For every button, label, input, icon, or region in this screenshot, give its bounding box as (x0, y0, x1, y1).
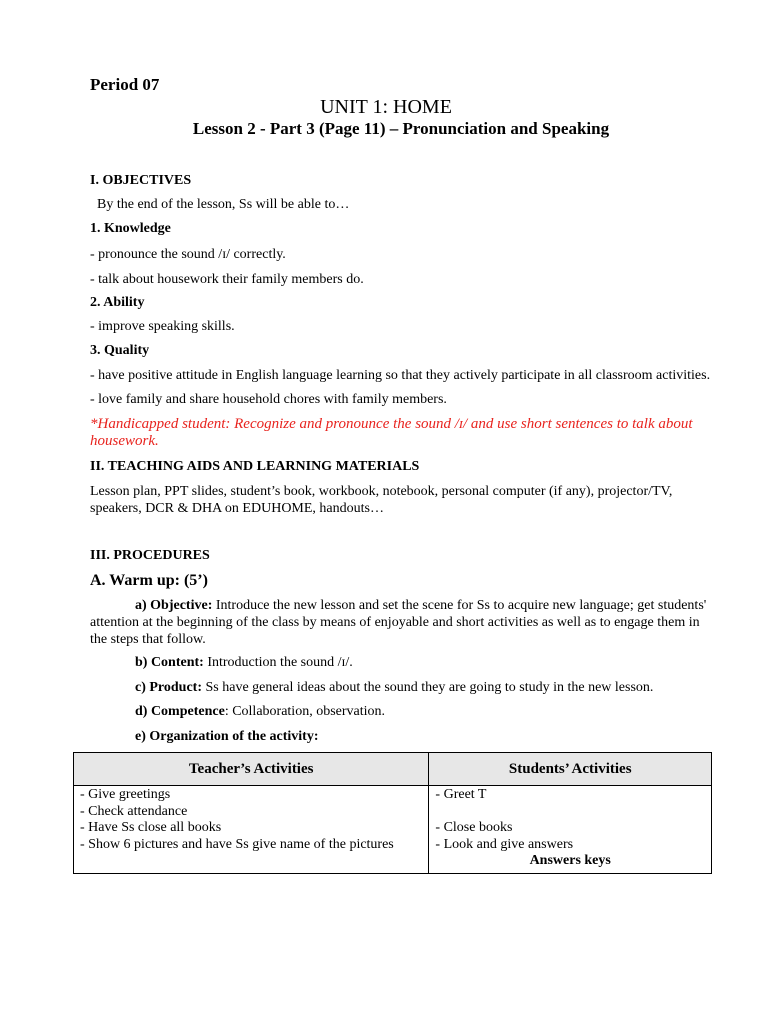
table-header-row (74, 753, 712, 786)
objective-label: a) Objective: (135, 598, 213, 613)
answers-keys-label: Answers keys (529, 853, 611, 868)
teacher-activity-line: - Have Ss close all books (80, 820, 222, 835)
content-text: Introduction the sound /ɪ/. (203, 655, 353, 670)
objectives-intro: By the end of the lesson, Ss will be able to… (97, 197, 350, 212)
teacher-activities-header: Teacher’s Activities (74, 753, 429, 786)
knowledge-item: - pronounce the sound /ɪ/ correctly. (90, 247, 286, 262)
quality-item: - love family and share household chores with family members. (90, 392, 447, 407)
knowledge-heading: 1. Knowledge (90, 221, 171, 236)
period-label: Period 07 (90, 75, 160, 94)
ability-heading: 2. Ability (90, 295, 145, 310)
organization-label: e) Organization of the activity: (135, 729, 319, 744)
student-activity-line: - Close books (435, 820, 513, 835)
teacher-activities-cell (74, 786, 429, 874)
objective-text: Introduce the new lesson and set the scene for Ss to acquire new language; get students' attention at the beginning of the class by means of enjoyable and short activities as well as to engage them in the steps that follow. (90, 598, 707, 647)
lesson-title: Lesson 2 - Part 3 (Page 11) – Pronunciation and Speaking (192, 119, 610, 138)
teacher-activity-line: - Give greetings (80, 787, 171, 802)
content-label: b) Content: (135, 655, 204, 670)
product-paragraph (135, 679, 653, 696)
knowledge-item: - talk about housework their family members do. (90, 272, 364, 287)
objectives-heading: I. OBJECTIVES (90, 173, 192, 188)
competence-paragraph (135, 703, 385, 720)
competence-label: d) Competence (135, 704, 225, 719)
unit-title: UNIT 1: HOME (320, 96, 452, 118)
teaching-aids-heading: II. TEACHING AIDS AND LEARNING MATERIALS (90, 459, 420, 474)
quality-heading: 3. Quality (90, 343, 150, 358)
ability-item: - improve speaking skills. (90, 319, 235, 334)
teaching-aids-text: Lesson plan, PPT slides, student’s book, workbook, notebook, personal computer (if any), projector/TV, speakers, DCR & DHA on EDUHOME, handouts… (90, 484, 673, 516)
students-activities-cell (429, 786, 712, 874)
student-activity-line: - Look and give answers (435, 836, 574, 852)
objective-paragraph (90, 597, 712, 648)
product-label: c) Product: (135, 680, 202, 695)
product-text: Ss have general ideas about the sound they are going to study in the new lesson. (202, 680, 654, 695)
quality-item: - have positive attitude in English language learning so that they actively participate in all classroom activities. (90, 368, 711, 383)
teacher-activity-line: - Show 6 pictures and have Ss give name of the pictures (80, 836, 394, 852)
handicapped-note: *Handicapped student: Recognize and pronounce the sound /ɪ/ and use short sentences to talk about housework. (90, 416, 693, 449)
procedures-heading: III. PROCEDURES (90, 548, 210, 563)
table-row (74, 786, 712, 874)
student-activity-line (435, 804, 705, 821)
student-activity-line: - Greet T (435, 787, 487, 802)
competence-text: : Collaboration, observation. (224, 704, 386, 719)
activity-table (73, 752, 712, 874)
students-activities-header: Students’ Activities (429, 753, 712, 786)
content-paragraph (135, 654, 353, 671)
warmup-heading: A. Warm up: (5’) (90, 572, 208, 589)
teacher-activity-line: - Check attendance (80, 803, 188, 819)
